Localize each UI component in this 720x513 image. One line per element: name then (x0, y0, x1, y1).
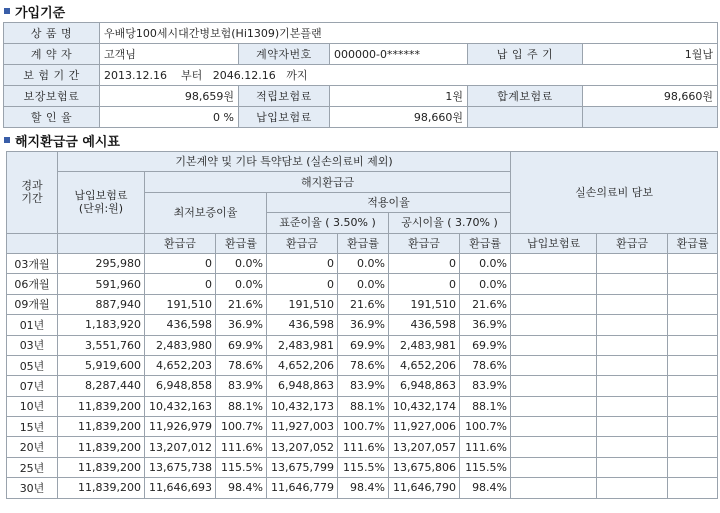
cell-std-amt: 436,598 (267, 315, 338, 335)
cell-medical-empty (668, 253, 718, 273)
cell-medical-empty (597, 355, 668, 375)
paid-value: 98,660원 (330, 107, 468, 128)
cell-pub-amt: 6,948,863 (389, 376, 460, 396)
cell-std-rate: 0.0% (338, 274, 389, 294)
cell-paid: 11,839,200 (58, 437, 145, 457)
row-discount (4, 107, 718, 128)
cell-medical-empty (511, 294, 597, 314)
cell-term: 05년 (7, 355, 58, 375)
discount-label: 할 인 율 (4, 107, 100, 128)
table-row (7, 457, 718, 477)
cell-paid: 11,839,200 (58, 417, 145, 437)
cell-paid: 5,919,600 (58, 355, 145, 375)
cell-min-amt: 436,598 (145, 315, 216, 335)
contract-no-value: 000000-0****** (330, 44, 468, 65)
min-amount-header: 환급금 (145, 233, 216, 253)
cell-min-amt: 11,926,979 (145, 417, 216, 437)
table-row (7, 315, 718, 335)
cell-medical-empty (668, 457, 718, 477)
cell-pub-rate: 78.6% (460, 355, 511, 375)
cell-std-rate: 78.6% (338, 355, 389, 375)
cell-medical-empty (597, 294, 668, 314)
cell-term: 03개월 (7, 253, 58, 273)
period-value (100, 65, 718, 86)
cell-std-amt: 13,207,052 (267, 437, 338, 457)
section2-header (0, 129, 720, 151)
cell-min-rate: 83.9% (216, 376, 267, 396)
cell-medical-empty (668, 294, 718, 314)
period-label: 보 험 기 간 (4, 65, 100, 86)
cell-std-rate: 0.0% (338, 253, 389, 273)
term-header: 경과 기간 (7, 152, 58, 234)
table-row (7, 478, 718, 498)
pub-rate-header: 공시이율 ( 3.70% ) (389, 213, 511, 233)
row-product (4, 23, 718, 44)
period-start: 2013.12.16 (104, 69, 167, 82)
cell-paid: 3,551,760 (58, 335, 145, 355)
cell-std-amt: 11,927,003 (267, 417, 338, 437)
cell-term: 30년 (7, 478, 58, 498)
cell-term: 03년 (7, 335, 58, 355)
cell-std-amt: 191,510 (267, 294, 338, 314)
pay-cycle-value: 1월납 (583, 44, 718, 65)
cell-pub-amt: 2,483,981 (389, 335, 460, 355)
cell-min-amt: 13,207,012 (145, 437, 216, 457)
cell-medical-empty (668, 274, 718, 294)
table-row (7, 335, 718, 355)
cell-paid: 887,940 (58, 294, 145, 314)
refund-table-body (7, 253, 718, 498)
cell-min-rate: 111.6% (216, 437, 267, 457)
cell-pub-rate: 83.9% (460, 376, 511, 396)
cell-pub-rate: 98.4% (460, 478, 511, 498)
cell-min-amt: 0 (145, 274, 216, 294)
table-row (7, 437, 718, 457)
cell-min-rate: 115.5% (216, 457, 267, 477)
cell-std-amt: 11,646,779 (267, 478, 338, 498)
paid-label: 납입보험료 (239, 107, 330, 128)
cell-medical-empty (668, 335, 718, 355)
reserve-label: 적립보험료 (239, 86, 330, 107)
cell-term: 09개월 (7, 294, 58, 314)
med-amount-header: 환급금 (597, 233, 668, 253)
cell-std-amt: 10,432,173 (267, 396, 338, 416)
medical-header: 실손의료비 담보 (511, 152, 718, 234)
table-row (7, 376, 718, 396)
cell-min-amt: 4,652,203 (145, 355, 216, 375)
product-label: 상 품 명 (4, 23, 100, 44)
cell-medical-empty (511, 457, 597, 477)
table-row (7, 396, 718, 416)
pub-rate-col-header: 환급률 (460, 233, 511, 253)
std-amount-header: 환급금 (267, 233, 338, 253)
period-from: 부터 (180, 69, 203, 82)
cell-medical-empty (511, 253, 597, 273)
table-row (7, 274, 718, 294)
square-bullet-icon (4, 137, 10, 143)
cell-medical-empty (597, 315, 668, 335)
cell-std-amt: 2,483,981 (267, 335, 338, 355)
table-row (7, 355, 718, 375)
cell-paid: 11,839,200 (58, 478, 145, 498)
min-rate-col-header: 환급률 (216, 233, 267, 253)
cell-medical-empty (597, 253, 668, 273)
header-row-5 (7, 233, 718, 253)
cell-std-rate: 100.7% (338, 417, 389, 437)
cell-medical-empty (511, 478, 597, 498)
std-rate-header: 표준이율 ( 3.50% ) (267, 213, 389, 233)
cell-pub-rate: 21.6% (460, 294, 511, 314)
cell-medical-empty (597, 437, 668, 457)
refund-header: 해지환급금 (145, 172, 511, 192)
cell-medical-empty (511, 274, 597, 294)
period-until: 까지 (286, 69, 308, 82)
discount-value: 0 % (100, 107, 239, 128)
cell-medical-empty (668, 437, 718, 457)
empty-label-cell (468, 107, 583, 128)
cell-medical-empty (511, 417, 597, 437)
min-rate-header: 최저보증이율 (145, 192, 267, 233)
guarantee-value: 98,659원 (100, 86, 239, 107)
cell-std-amt: 6,948,863 (267, 376, 338, 396)
reserve-value: 1원 (330, 86, 468, 107)
cell-pub-rate: 115.5% (460, 457, 511, 477)
cell-medical-empty (597, 396, 668, 416)
cell-medical-empty (511, 437, 597, 457)
cell-pub-amt: 436,598 (389, 315, 460, 335)
cell-pub-amt: 0 (389, 274, 460, 294)
cell-min-rate: 98.4% (216, 478, 267, 498)
cell-std-amt: 13,675,799 (267, 457, 338, 477)
cell-pub-rate: 100.7% (460, 417, 511, 437)
cell-std-rate: 36.9% (338, 315, 389, 335)
section1-header (0, 0, 720, 22)
cell-min-rate: 36.9% (216, 315, 267, 335)
cell-pub-amt: 13,675,806 (389, 457, 460, 477)
cell-pub-rate: 69.9% (460, 335, 511, 355)
cell-min-rate: 69.9% (216, 335, 267, 355)
cell-medical-empty (511, 335, 597, 355)
applied-rate-header: 적용이율 (267, 192, 511, 212)
cell-medical-empty (511, 355, 597, 375)
header-row-1 (7, 152, 718, 172)
cell-term: 07년 (7, 376, 58, 396)
section1-title: 가입기준 (15, 5, 66, 21)
cell-std-rate: 88.1% (338, 396, 389, 416)
cell-medical-empty (668, 396, 718, 416)
guarantee-label: 보장보험료 (4, 86, 100, 107)
cell-medical-empty (511, 396, 597, 416)
cell-std-rate: 83.9% (338, 376, 389, 396)
cell-min-amt: 13,675,738 (145, 457, 216, 477)
cell-pub-amt: 191,510 (389, 294, 460, 314)
cell-paid: 1,183,920 (58, 315, 145, 335)
cell-pub-rate: 0.0% (460, 274, 511, 294)
med-paid-header: 납입보험료 (511, 233, 597, 253)
cell-min-rate: 88.1% (216, 396, 267, 416)
med-rate-header: 환급률 (668, 233, 718, 253)
cell-pub-amt: 4,652,206 (389, 355, 460, 375)
cell-paid: 8,287,440 (58, 376, 145, 396)
cell-std-amt: 0 (267, 253, 338, 273)
contract-no-label: 계약자번호 (239, 44, 330, 65)
cell-min-rate: 100.7% (216, 417, 267, 437)
cell-min-amt: 191,510 (145, 294, 216, 314)
cell-pub-amt: 13,207,057 (389, 437, 460, 457)
cell-paid: 591,960 (58, 274, 145, 294)
cell-std-rate: 21.6% (338, 294, 389, 314)
cell-medical-empty (668, 315, 718, 335)
cell-medical-empty (597, 274, 668, 294)
refund-table (6, 151, 718, 499)
table-row (7, 294, 718, 314)
cell-min-amt: 2,483,980 (145, 335, 216, 355)
cell-std-amt: 0 (267, 274, 338, 294)
cell-std-rate: 111.6% (338, 437, 389, 457)
cell-term: 01년 (7, 315, 58, 335)
cell-medical-empty (668, 376, 718, 396)
cell-pub-amt: 10,432,174 (389, 396, 460, 416)
cell-std-rate: 69.9% (338, 335, 389, 355)
cell-std-rate: 98.4% (338, 478, 389, 498)
cell-medical-empty (511, 315, 597, 335)
cell-medical-empty (597, 457, 668, 477)
cell-term: 20년 (7, 437, 58, 457)
blank-header (58, 233, 145, 253)
cell-medical-empty (597, 478, 668, 498)
cell-min-amt: 0 (145, 253, 216, 273)
empty-value-cell (583, 107, 718, 128)
cell-medical-empty (597, 335, 668, 355)
contractor-label: 계 약 자 (4, 44, 100, 65)
enrollment-table (3, 22, 718, 128)
cell-medical-empty (668, 478, 718, 498)
period-end: 2046.12.16 (212, 69, 276, 82)
cell-min-rate: 0.0% (216, 274, 267, 294)
cell-pub-amt: 0 (389, 253, 460, 273)
row-period (4, 65, 718, 86)
cell-term: 10년 (7, 396, 58, 416)
contractor-value: 고객님 (100, 44, 239, 65)
row-contractor (4, 44, 718, 65)
cell-min-rate: 78.6% (216, 355, 267, 375)
cell-term: 15년 (7, 417, 58, 437)
table-row (7, 417, 718, 437)
product-value: 우배당100세시대간병보험(Hi1309)기본플랜 (100, 23, 718, 44)
base-contract-header: 기본계약 및 기타 특약담보 (실손의료비 제외) (58, 152, 511, 172)
cell-std-amt: 4,652,206 (267, 355, 338, 375)
square-bullet-icon (4, 8, 10, 14)
cell-pub-rate: 111.6% (460, 437, 511, 457)
cell-medical-empty (597, 376, 668, 396)
cell-pub-amt: 11,927,006 (389, 417, 460, 437)
cell-min-rate: 21.6% (216, 294, 267, 314)
cell-paid: 295,980 (58, 253, 145, 273)
total-label: 합계보험료 (468, 86, 583, 107)
blank-header (7, 233, 58, 253)
std-rate-col-header: 환급률 (338, 233, 389, 253)
cell-pub-rate: 36.9% (460, 315, 511, 335)
cell-medical-empty (668, 417, 718, 437)
paid-premium-header: 납입보험료 (단위:원) (58, 172, 145, 233)
cell-std-rate: 115.5% (338, 457, 389, 477)
cell-term: 06개월 (7, 274, 58, 294)
cell-min-amt: 6,948,858 (145, 376, 216, 396)
cell-min-rate: 0.0% (216, 253, 267, 273)
cell-term: 25년 (7, 457, 58, 477)
section2-title: 해지환급금 예시표 (15, 134, 120, 150)
row-premiums (4, 86, 718, 107)
cell-paid: 11,839,200 (58, 396, 145, 416)
cell-medical-empty (511, 376, 597, 396)
table-row (7, 253, 718, 273)
cell-min-amt: 11,646,693 (145, 478, 216, 498)
cell-medical-empty (668, 355, 718, 375)
cell-min-amt: 10,432,163 (145, 396, 216, 416)
cell-pub-rate: 0.0% (460, 253, 511, 273)
pay-cycle-label: 납 입 주 기 (468, 44, 583, 65)
cell-medical-empty (597, 417, 668, 437)
total-value: 98,660원 (583, 86, 718, 107)
cell-pub-rate: 88.1% (460, 396, 511, 416)
cell-pub-amt: 11,646,790 (389, 478, 460, 498)
cell-paid: 11,839,200 (58, 457, 145, 477)
pub-amount-header: 환급금 (389, 233, 460, 253)
